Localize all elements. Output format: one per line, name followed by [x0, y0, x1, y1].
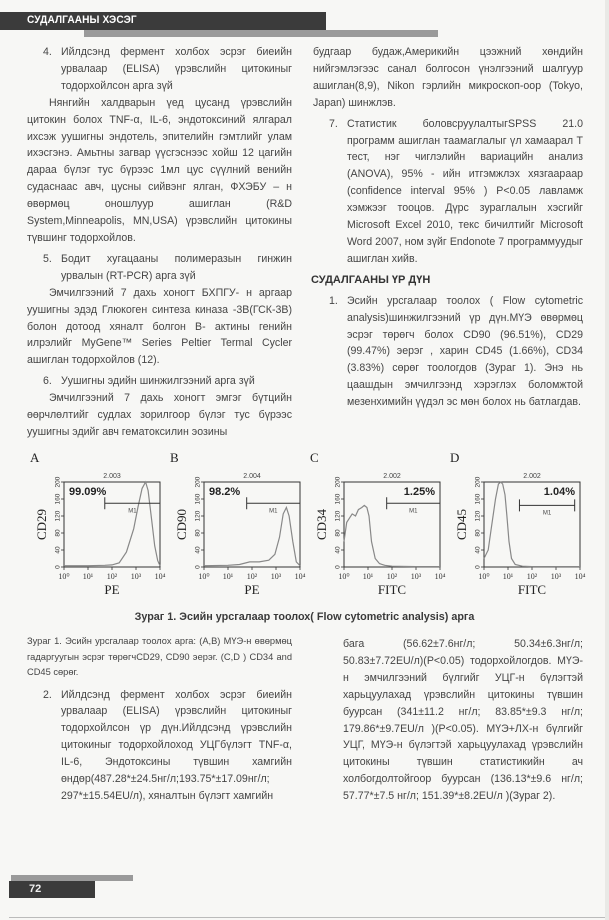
figure-legend: Зураг 1. Эсийн урсгалаар тоолох арга: (A,B) МҮЭ-н өвөрмөц гадаргуугын эсрэг төрөгчCD29, CD90 эерэг. (C,D ) CD34 and CD45 сөрөг.	[27, 636, 292, 677]
y-tick-label: 0	[54, 565, 62, 569]
gate-label: M1	[128, 508, 137, 515]
results-heading: СУДАЛГААНЫ ҮР ДҮН	[311, 273, 431, 286]
percent-label: 99.09%	[69, 486, 107, 498]
y-tick-label: 80	[54, 529, 62, 537]
x-tick-label: 10¹	[82, 572, 94, 581]
paragraph: будгаар будаж,Америкийн цээжний хөндийн нийгэмлэгээс санал болгосон үнэлгээний шалгуур ашиглан(8,9), Nikon гэрлийн микроскоп-оор (Tokyo, Japan) шинжлэв.	[313, 46, 583, 109]
y-tick-label: 200	[474, 476, 482, 488]
x-tick-label: 10⁴	[154, 572, 166, 581]
panel-label: C	[310, 452, 319, 465]
item-number: 7.	[329, 117, 338, 130]
y-tick-label: 120	[194, 510, 202, 522]
y-axis-label: CD34	[314, 508, 329, 541]
footer-bar	[9, 881, 95, 898]
panel-title: 2.002	[383, 473, 401, 480]
y-axis-label: CD90	[174, 508, 189, 541]
x-tick-label: 10⁴	[294, 572, 306, 581]
y-tick-label: 40	[54, 546, 62, 554]
x-tick-label: 10²	[106, 572, 118, 581]
item-text: Уушигны эдийн шинжилгээний арга зүй	[61, 375, 255, 388]
x-tick-label: 10²	[246, 572, 258, 581]
paragraph: Нянгийн халдварын үед цусанд үрэвслийн цитокин болох TNF-α, IL-6, эндотоксиний ялгарал ихсэж уушигны эндотель, эпителийн гэмтлийг улам ихэсгэнэ. Амьтны загвар үүсгэснээс хойш 12 цагийн дараа бүлэг тус бүрээс 1мл цус сүүлний венийн судаснаас авч, цусны сийвэнг ялган, ФХЭБУ – н өвөрмөц оношлуур ашиглан (R&D System,Minneapolis, MN,USA) үрэвслийн цитокины түвшинг тодорхойлов.	[27, 96, 292, 244]
left-column	[27, 44, 292, 441]
paragraph: бага (56.62±7.6нг/л; 50.34±6.3нг/л; 50.83±7.72EU/л)(P<0.05) тодорхойлогдов. МҮЭ-н эмчилгээний бүлгийг УЦГ-н бүлэгтэй харьцуулахад үрэвслийн цитокины түвшин буурсан (341±11.2 нг/л; 83.85*±9.3 нг/л; 179.86*±9.7EU/л )(P<0.05). МҮЭ+ЛХ-н бүлгийг УЦГ, МҮЭ-н бүлэгтэй харьцуулахад үрэвслийн цитокины түвшин статистикийн ач холбогдолтойгоор буурсан (136.13*±9.6 нг/л; 57.77*±7.5 нг/л; 151.39*±8.2EU/л )(Зураг 2).	[343, 638, 583, 803]
result-item-2	[27, 687, 292, 805]
y-tick-label: 200	[54, 476, 62, 488]
item-text: Эсийн урсгалаар тоолох ( Flow cytometric analysis)шинжилгээний үр дүн.МҮЭ өвөрмөц эсрэг төрөгч болох CD90 (96.51%), CD29 (99.47%) эерэг , харин CD45 (1.66%), CD34 (3.83%) сөрөг тоологдов (Зураг 1). Энэ нь цаашдын эмчилгээнд хэрэглэх боломжтой мезенхимийн үүдэл эс мөн болох нь батлагдав.	[347, 294, 583, 409]
section-title: СУДАЛГААНЫ ХЭСЭГ	[27, 14, 137, 26]
item-number: 6.	[43, 375, 52, 388]
gate-label: M1	[269, 508, 278, 515]
item-text: Бодит хугацааны полимеразын гинжин урвалын (RT-PCR) арга зүй	[61, 252, 292, 282]
y-tick-label: 200	[334, 476, 342, 488]
method-item-4	[27, 44, 292, 95]
bottom-rule	[9, 917, 609, 918]
method-item-5	[27, 251, 292, 285]
x-tick-label: 10¹	[502, 572, 514, 581]
method-item-7	[313, 116, 583, 268]
y-tick-label: 80	[334, 529, 342, 537]
x-tick-label: 10¹	[222, 572, 234, 581]
result-item-1	[313, 293, 583, 411]
x-tick-label: 10³	[410, 572, 422, 581]
y-axis-label: CD45	[454, 508, 469, 541]
x-tick-label: 10⁰	[478, 572, 490, 581]
panel-title: 2.003	[103, 473, 121, 480]
y-tick-label: 160	[334, 493, 342, 505]
y-tick-label: 200	[194, 476, 202, 488]
y-tick-label: 160	[474, 493, 482, 505]
item-number: 2.	[43, 688, 52, 701]
y-axis-label: CD29	[34, 508, 49, 541]
y-tick-label: 80	[474, 529, 482, 537]
item-text: Ийлдсэнд фермент холбох эсрэг биеийн урвалаар (ELISA) үрэвслийн цитокиныг тодорхойлсон арга зүй	[61, 46, 292, 92]
percent-label: 98.2%	[209, 486, 241, 498]
item-number: 1.	[329, 294, 338, 307]
panel-label: A	[30, 452, 40, 465]
x-axis-label: PE	[104, 582, 120, 597]
y-tick-label: 120	[474, 510, 482, 522]
page-edge	[605, 0, 609, 920]
x-tick-label: 10⁰	[338, 572, 350, 581]
y-tick-label: 0	[334, 565, 342, 569]
histogram-line	[204, 508, 300, 566]
x-tick-label: 10³	[270, 572, 282, 581]
histogram-line	[344, 505, 440, 566]
right-column-bottom	[343, 636, 583, 805]
item-text: Статистик боловсруулалтыгSPSS 21.0 программ ашиглан таамаглалыг үл хамаарал T тест, нэг чиглэлийн вариацийн анализ (ANOVA), 95% - ийн итгэмжлэх хязгаараар (confidence interval 95% ) P<0.05 лавламж хэмжээг тооцов. Дүрс зураглалын хэсгийг Microsoft Excel 2010, текс бичилтийг Microsoft Word 2007, ном зүйг Endonote 7 программуудыг ашиглан хийв.	[347, 117, 583, 265]
percent-label: 1.04%	[543, 486, 575, 498]
y-tick-label: 0	[194, 565, 202, 569]
figure-caption: Зураг 1. Эсийн урсгалаар тоолох( Flow cytometric analysis) арга	[134, 611, 475, 623]
x-axis-label: PE	[244, 582, 260, 597]
x-axis-label: FITC	[377, 582, 407, 597]
x-axis-label: FITC	[517, 582, 547, 597]
item-text: Ийлдсэнд фермент холбох эсрэг биеийн урвалаар (ELISA) үрэвслийн цитокиныг тодорхойлсон үр дүн.Ийлдсэнд үрэвслийн цитокиныг тодорхойлоход УЦГбүлэгт TNF-α, IL-6, Эндотоксины түвшин хамгийн өндөр(487.28*±24.5нг/л;193.75*±17.09нг/л; 297*±15.54EU/л), хяналтын бүлэгт хамгийн	[61, 688, 292, 802]
y-tick-label: 80	[194, 529, 202, 537]
gate-label: M1	[409, 508, 418, 515]
x-tick-label: 10⁴	[434, 572, 446, 581]
item-number: 5.	[43, 252, 52, 265]
page-number: 72	[29, 883, 42, 895]
x-tick-label: 10³	[130, 572, 142, 581]
gate-label: M1	[542, 510, 552, 517]
y-tick-label: 120	[54, 510, 62, 522]
panel-title: 2.004	[243, 473, 261, 480]
item-number: 4.	[43, 46, 52, 58]
x-tick-label: 10⁰	[198, 572, 210, 581]
x-tick-label: 10¹	[362, 572, 374, 581]
x-tick-label: 10⁰	[58, 572, 70, 581]
panel-title: 2.002	[523, 473, 541, 480]
y-tick-label: 0	[474, 565, 482, 569]
y-tick-label: 160	[194, 493, 202, 505]
left-column-bottom	[27, 634, 292, 805]
figure-1	[28, 452, 588, 597]
x-tick-label: 10³	[550, 572, 562, 581]
y-tick-label: 120	[334, 510, 342, 522]
header-accent-bar	[84, 30, 438, 37]
x-tick-label: 10⁴	[574, 572, 586, 581]
y-tick-label: 40	[194, 546, 202, 554]
y-tick-label: 40	[334, 546, 342, 554]
x-tick-label: 10²	[526, 572, 538, 581]
flow-cytometry-figure	[28, 452, 588, 597]
paragraph: Эмчилгээний 7 дахь хоногт эмгэг бүтцийн өөрчлөлтийг судлах зорилгоор бүлэг тус бүрээс уушигны эдийг авч гематоксилин эозины	[27, 392, 292, 438]
y-tick-label: 160	[54, 493, 62, 505]
y-tick-label: 40	[474, 546, 482, 554]
method-item-6	[27, 373, 292, 390]
paragraph: Эмчилгээний 7 дахь хоногт БХПГУ- н аргаар уушигны эдэд Глюкоген синтеза киназа -3В(ГСК-3В) болон дотоод хяналт болгон В- актины генийн илрэлийг MyGene™ Series Peltier Termal Cycler ашиглан тодорхойлов (12).	[27, 286, 292, 367]
panel-label: D	[450, 452, 460, 465]
x-tick-label: 10²	[386, 572, 398, 581]
panel-label: B	[170, 452, 179, 465]
right-column	[313, 44, 583, 411]
percent-label: 1.25%	[403, 486, 435, 498]
